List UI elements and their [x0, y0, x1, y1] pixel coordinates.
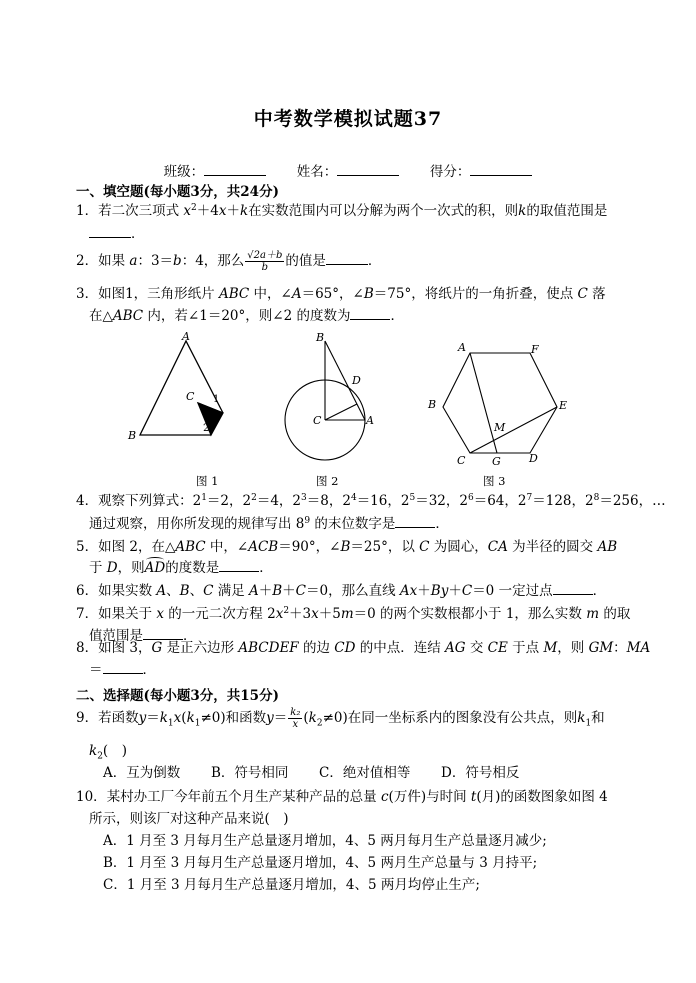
- fig3-label-d: D: [529, 452, 538, 465]
- question-10-option-c[interactable]: C．1 月至 3 月每月生产总量逐月增加，4、5 两月均停止生产;: [103, 877, 480, 893]
- section-fill-in-heading: 一、填空题(每小题3分，共24分): [76, 184, 279, 200]
- option-d[interactable]: D．符号相反: [441, 765, 520, 781]
- answer-blank: [395, 515, 435, 528]
- class-blank: [204, 163, 266, 176]
- answer-blank: [103, 661, 143, 674]
- question-4-cont: 通过观察，用你所发现的规律写出 $8^9$ 的末位数字是 ．: [89, 516, 449, 532]
- student-info-row: [0, 160, 696, 180]
- question-7-cont: 值范围是 ．: [89, 628, 197, 644]
- question-8: 8．如图 3，G 是正六边形 ABCDEF 的边 CD 的中点．连结 AG 交 CE 于点 M，则 GM：MA: [76, 640, 651, 656]
- fig3-label-b: B: [428, 398, 437, 411]
- question-5-cont: 于 D，则 AD的度数是 ．: [89, 557, 273, 580]
- sqrt-fraction: $\frac{√2a+b}{b}$: [247, 250, 283, 273]
- question-2: 2．如果 a：3＝b：4，那么 $\frac{√2a+b}{b}$ 的值是 ．: [76, 250, 382, 273]
- question-10-option-b[interactable]: B．1 月至 3 月每月生产总量逐月增加，4、5 两月生产总量与 3 月持平;: [103, 855, 538, 871]
- question-8-cont: ＝ ．: [89, 662, 156, 678]
- fig2-label-d: D: [352, 374, 361, 387]
- k2-over-x-fraction: $\frac{\text{k₂}}{x}$: [290, 707, 301, 730]
- score-blank: [470, 163, 532, 176]
- name-blank: [337, 163, 399, 176]
- answer-blank: [350, 307, 390, 320]
- figures-row: [0, 325, 696, 495]
- figure-3-caption: 图 3: [483, 474, 506, 488]
- fig1-label-b: B: [128, 429, 137, 442]
- fig2-label-c: C: [313, 414, 322, 427]
- fig3-label-g: G: [492, 455, 501, 468]
- folded-corner-shape: [198, 403, 223, 435]
- fig3-label-a: A: [458, 341, 466, 354]
- question-6: 6．如果实数 A、B、C 满足 A＋B＋C＝0，那么直线 Ax＋By＋C＝0 一定过点 ．: [76, 583, 607, 599]
- name-label: 姓名：: [296, 164, 338, 180]
- question-9: 9．若函数$y=k_1x(k_1\ne 0)$和函数y＝ $\frac{\text{k₂}}{x}$ $(k_2\ne 0)$在同一坐标系内的图象没有公共点，则$k_1$和: [76, 707, 605, 730]
- fig3-label-f: F: [531, 343, 539, 356]
- answer-blank: [326, 252, 368, 265]
- class-label: 班级：: [163, 164, 205, 180]
- question-10-cont: 所示，则该厂对这种产品来说( ): [89, 811, 289, 827]
- question-5: 5．如图 2，在△ABC 中，∠ACB＝90°，∠B＝25°，以 C 为圆心，CA 为半径的圆交 AB: [76, 539, 618, 555]
- answer-blank: [219, 559, 259, 572]
- figure-3: [443, 353, 557, 453]
- option-c[interactable]: C．绝对值相等: [319, 765, 411, 781]
- page-title: 中考数学模拟试题37: [253, 108, 443, 130]
- fig1-label-a: A: [182, 330, 190, 343]
- fig2-label-b: B: [316, 331, 325, 344]
- option-b[interactable]: B．符号相同: [211, 765, 289, 781]
- fig3-label-c: C: [457, 454, 466, 467]
- figure-2-caption: 图 2: [316, 474, 339, 488]
- question-1: 1．若二次三项式 $x^2+4x+k$在实数范围内可以分解为两个一次式的积，则k的取值范围是: [76, 203, 608, 219]
- question-10: 10．某村办工厂今年前五个月生产某种产品的总量 c(万件)与时间 t(月)的函数图象如图 4: [76, 789, 608, 805]
- question-9-cont: $k_2$( ): [89, 743, 127, 762]
- fig3-label-m: M: [494, 421, 506, 434]
- answer-blank: [553, 582, 593, 595]
- question-3: 3．如图1，三角形纸片 ABC 中，∠A＝65°，∠B＝75°，将纸片的一角折叠，使点 C 落: [76, 286, 606, 302]
- figure-1-caption: 图 1: [196, 474, 219, 488]
- fig1-angle-1: 1: [213, 394, 220, 405]
- option-a[interactable]: A．互为倒数: [103, 765, 181, 781]
- question-3-cont: 在△ABC 内，若∠1＝20°，则∠2 的度数为 ．: [89, 308, 404, 324]
- question-1-answer-line: ．: [89, 223, 145, 246]
- question-9-options: [103, 762, 519, 785]
- figure-2: [285, 341, 365, 460]
- answer-blank: [89, 225, 131, 238]
- question-4: 4．观察下列算式：$2^1=2$，$2^2=4$，$2^3=8$，$2^4=16$，$2^5=32$，$2^6=64$，$2^7=128$，$2^8=256$，…: [76, 493, 666, 509]
- score-label: 得分：: [429, 164, 471, 180]
- question-7: 7．如果关于 x 的一元二次方程 $2x^2+3x+5m=0$ 的两个实数根都小于 1，那么实数 m 的取: [76, 606, 631, 622]
- fig2-label-a: A: [366, 414, 374, 427]
- fig1-label-c: C: [186, 390, 195, 403]
- question-10-option-a[interactable]: A．1 月至 3 月每月生产总量逐月增加，4、5 两月每月生产总量逐月减少;: [103, 833, 547, 849]
- figure-1: [140, 341, 223, 435]
- fig1-angle-2: 2: [203, 423, 210, 434]
- fig3-label-e: E: [559, 399, 568, 412]
- section-choice-heading: 二、选择题(每小题3分，共15分): [76, 688, 279, 704]
- arc-ad: AD: [145, 557, 166, 580]
